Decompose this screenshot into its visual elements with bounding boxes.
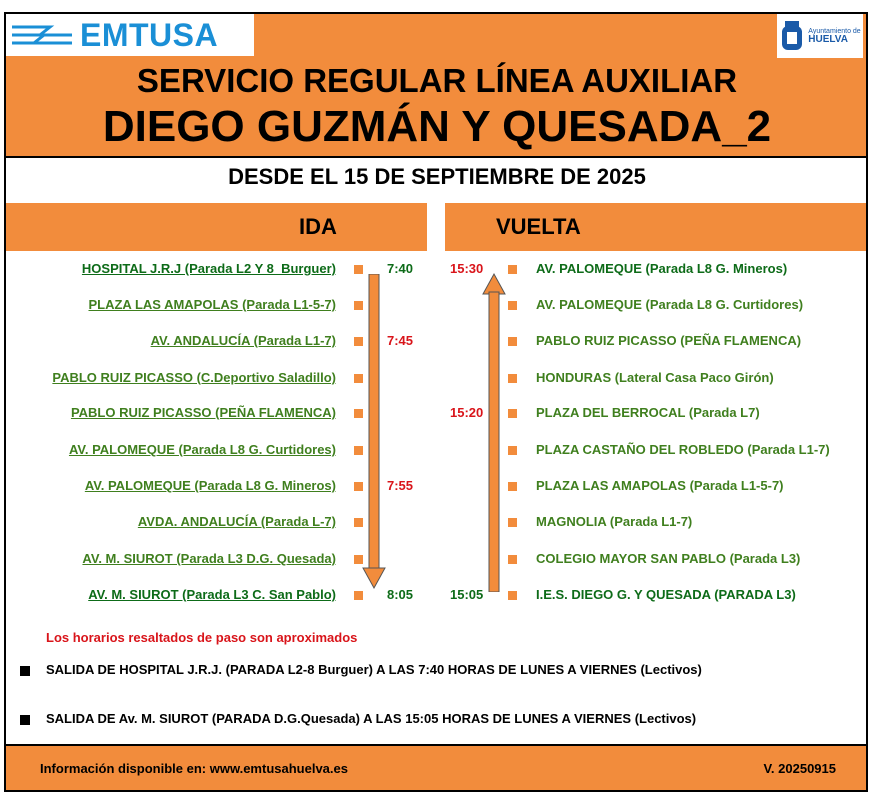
crest-icon xyxy=(779,18,805,54)
vuelta-label: VUELTA xyxy=(496,214,581,239)
huelva-crest-logo xyxy=(777,14,863,58)
ida-stop: PABLO RUIZ PICASSO (PEÑA FLAMENCA) xyxy=(70,405,336,420)
ida-stop-marker xyxy=(354,591,363,600)
ida-stop: AV. M. SIUROT (Parada L3 C. San Pablo) xyxy=(88,587,336,602)
emtusa-brand-text: EMTUSA xyxy=(80,16,219,53)
bullet-square-icon xyxy=(20,666,30,676)
bullet-row-2 xyxy=(20,711,696,726)
ida-stop-marker xyxy=(354,446,363,455)
vuelta-stop: PLAZA DEL BERROCAL (Parada L7) xyxy=(536,405,760,420)
vuelta-stop-marker xyxy=(508,482,517,491)
crest-line2: HUELVA xyxy=(808,33,848,45)
ida-time: 7:40 xyxy=(387,261,414,276)
ida-stop-marker xyxy=(354,555,363,564)
vuelta-time: 15:20 xyxy=(450,405,484,420)
vuelta-header xyxy=(445,203,866,251)
ida-stop-marker xyxy=(354,301,363,310)
ida-stop-marker xyxy=(354,265,363,274)
ida-stop: PABLO RUIZ PICASSO (C.Deportivo Saladillo) xyxy=(52,370,336,385)
vuelta-stop-marker xyxy=(508,591,517,600)
bullet-row-1 xyxy=(20,662,702,677)
ida-stop: AV. ANDALUCÍA (Parada L1-7) xyxy=(150,333,336,348)
title-line1: SERVICIO REGULAR LÍNEA AUXILIAR xyxy=(136,62,738,99)
ida-stop: AVDA. ANDALUCÍA (Parada L-7) xyxy=(137,514,336,529)
vuelta-stop: PABLO RUIZ PICASSO (PEÑA FLAMENCA) xyxy=(536,333,802,348)
header-divider xyxy=(6,156,866,158)
ida-time: 8:05 xyxy=(387,587,414,602)
vuelta-stop: PLAZA CASTAÑO DEL ROBLEDO (Parada L1-7) xyxy=(536,442,830,457)
vuelta-stop-marker xyxy=(508,301,517,310)
vuelta-stop: PLAZA LAS AMAPOLAS (Parada L1-5-7) xyxy=(536,478,784,493)
vuelta-stop-marker xyxy=(508,518,517,527)
ida-time: 7:55 xyxy=(387,478,414,493)
bullet-text-2: SALIDA DE Av. M. SIUROT (PARADA D.G.Quesada) A LAS 15:05 HORAS DE LUNES A VIERNES (Lectivos) xyxy=(46,711,697,726)
ida-stop: AV. M. SIUROT (Parada L3 D.G. Quesada) xyxy=(82,551,336,566)
ida-stop: AV. PALOMEQUE (Parada L8 G. Mineros) xyxy=(84,478,336,493)
vuelta-stop: AV. PALOMEQUE (Parada L8 G. Curtidores) xyxy=(536,297,804,312)
ida-stop-marker xyxy=(354,374,363,383)
vuelta-stop-marker xyxy=(508,555,517,564)
vuelta-stop-marker xyxy=(508,337,517,346)
ida-header xyxy=(6,203,427,251)
ida-stop: HOSPITAL J.R.J (Parada L2 Y 8_Burguer) xyxy=(81,261,336,276)
vuelta-up-arrow xyxy=(482,272,506,592)
footer-version: V. 20250915 xyxy=(763,761,836,776)
ida-stop-marker xyxy=(354,482,363,491)
ida-down-arrow xyxy=(362,274,386,592)
approx-note: Los horarios resaltados de paso son aproximados xyxy=(46,630,358,645)
vuelta-stop: I.E.S. DIEGO G. Y QUESADA (PARADA L3) xyxy=(536,587,796,602)
emtusa-logo xyxy=(6,14,254,56)
bullet-square-icon xyxy=(20,715,30,725)
ida-stop-marker xyxy=(354,518,363,527)
vuelta-stop-marker xyxy=(508,446,517,455)
vuelta-stop: MAGNOLIA (Parada L1-7) xyxy=(536,514,693,529)
footer-info: Información disponible en: www.emtusahuelva.es xyxy=(40,761,348,776)
ida-time: 7:45 xyxy=(387,333,414,348)
ida-stop-marker xyxy=(354,409,363,418)
vuelta-stop-marker xyxy=(508,409,517,418)
footer xyxy=(6,744,866,790)
vuelta-time: 15:30 xyxy=(450,261,484,276)
ida-stop: AV. PALOMEQUE (Parada L8 G. Curtidores) xyxy=(68,442,336,457)
title-line2: DIEGO GUZMÁN Y QUESADA_2 xyxy=(102,102,772,151)
vuelta-stop: AV. PALOMEQUE (Parada L8 G. Mineros) xyxy=(536,261,788,276)
ida-label: IDA xyxy=(299,214,337,239)
bullet-text-1: SALIDA DE HOSPITAL J.R.J. (PARADA L2-8 Burguer) A LAS 7:40 HORAS DE LUNES A VIERNES (Lectivos) xyxy=(46,662,702,677)
ida-stop-marker xyxy=(354,337,363,346)
subtitle: DESDE EL 15 DE SEPTIEMBRE DE 2025 xyxy=(228,164,646,189)
vuelta-stop: COLEGIO MAYOR SAN PABLO (Parada L3) xyxy=(536,551,801,566)
vuelta-stop-marker xyxy=(508,265,517,274)
ida-stop: PLAZA LAS AMAPOLAS (Parada L1-5-7) xyxy=(88,297,336,312)
crest-line1: Ayuntamiento de xyxy=(808,27,861,35)
emtusa-logo-icon xyxy=(10,17,74,53)
vuelta-time: 15:05 xyxy=(450,587,484,602)
vuelta-stop-marker xyxy=(508,374,517,383)
vuelta-stop: HONDURAS (Lateral Casa Paco Girón) xyxy=(536,370,774,385)
